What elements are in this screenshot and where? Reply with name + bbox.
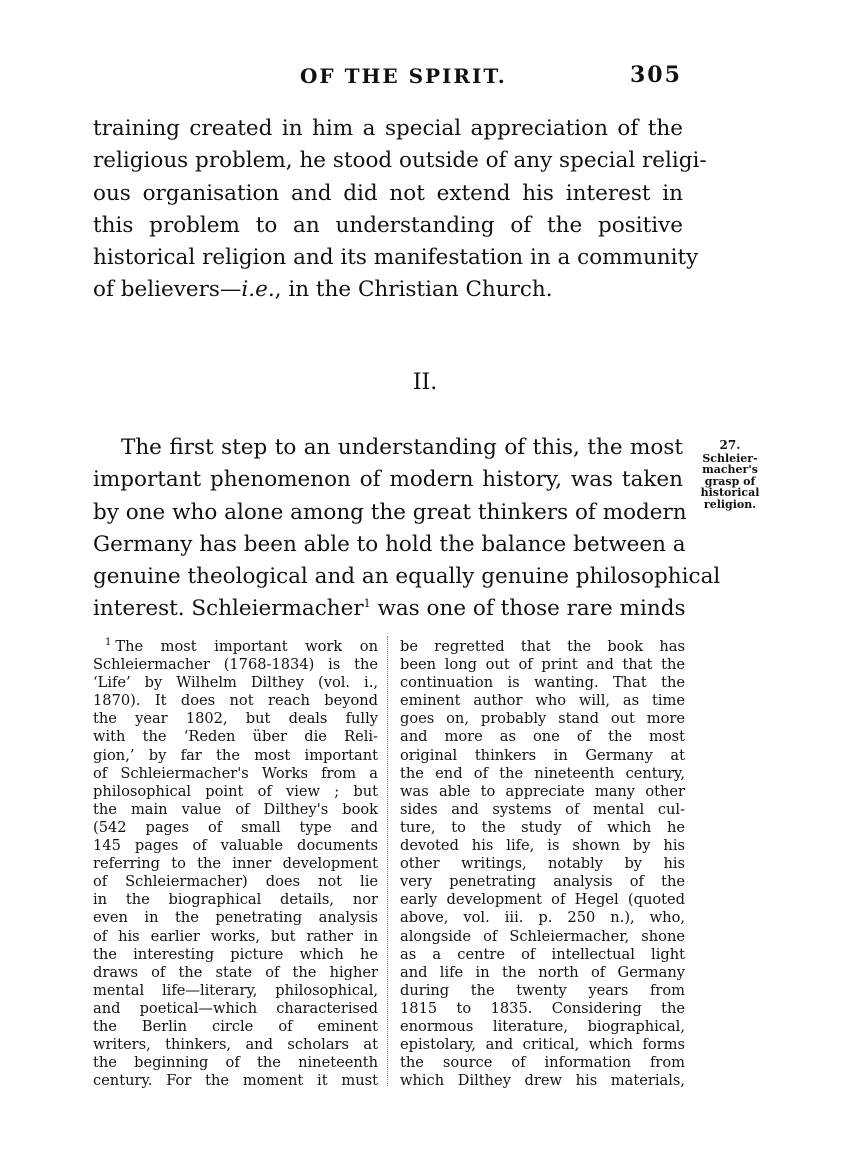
- footnote-line: the main value of Dilthey's book: [93, 800, 378, 818]
- footnote-line: ‘Life’ by Wilhelm Dilthey (vol. i.,: [93, 674, 378, 692]
- running-head: OF THE SPIRIT.: [300, 64, 507, 88]
- footnote-line: was able to appreciate many other: [400, 782, 685, 800]
- text-line: training created in him a special appreciation of the: [93, 116, 683, 141]
- text-fragment: , in the Christian Church.: [274, 277, 553, 303]
- text-line: The first step to an understanding of this, the most: [121, 435, 683, 460]
- footnote-line: sides and systems of mental cul-: [400, 800, 685, 818]
- footnote-line: Schleiermacher (1768-1834) is the: [93, 656, 378, 674]
- footnote-line: the interesting picture which he: [93, 945, 378, 963]
- footnote-line: ture, to the study of which he: [400, 818, 685, 836]
- footnote-column-divider: [387, 636, 388, 1086]
- text-fragment: of believers—: [93, 277, 242, 303]
- section-heading: II.: [412, 370, 438, 395]
- footnote-line: epistolary, and critical, which forms: [400, 1036, 685, 1054]
- footnote-line: enormous literature, biographical,: [400, 1017, 685, 1035]
- footnote-line: original thinkers in Germany at: [400, 746, 685, 764]
- footnote-line: 1815 to 1835. Considering the: [400, 999, 685, 1017]
- marginal-note-line: macher's: [702, 463, 758, 476]
- footnote-line: even in the penetrating analysis: [93, 909, 378, 927]
- text-line: this problem to an understanding of the positive: [93, 212, 683, 238]
- footnote-line: the year 1802, but deals fully: [93, 710, 378, 728]
- marginal-note-number: 27.: [719, 438, 741, 452]
- footnote-line: 145 pages of valuable documents: [93, 837, 378, 855]
- footnote-line: in the biographical details, nor: [93, 891, 378, 909]
- footnote-line: philosophical point of view ; but: [93, 782, 378, 800]
- text-fragment: was one of those rare minds: [370, 596, 686, 622]
- text-fragment: interest. Schleiermacher: [93, 596, 364, 622]
- text-line: historical religion and its manifestation in a community: [93, 245, 699, 271]
- footnote-line: and life in the north of Germany: [400, 963, 685, 981]
- footnote-line: the end of the nineteenth century,: [400, 764, 685, 782]
- footnote-line: century. For the moment it must: [93, 1072, 378, 1090]
- footnote-mark: 1: [105, 637, 112, 649]
- footnote-line: the source of information from: [400, 1054, 685, 1072]
- marginal-note-line: historical: [700, 486, 760, 499]
- footnote-line: the Berlin circle of eminent: [93, 1017, 378, 1035]
- footnote-left-column: [93, 638, 378, 1090]
- footnote-text: The most important work on: [115, 638, 378, 655]
- footnote-line: eminent author who will, as time: [400, 692, 685, 710]
- footnote-line: (542 pages of small type and: [93, 818, 378, 836]
- footnote-line: writers, thinkers, and scholars at: [93, 1036, 378, 1054]
- marginal-note: [690, 440, 770, 510]
- footnote-line: which Dilthey drew his materials,: [400, 1072, 685, 1090]
- text-line: [93, 593, 686, 625]
- footnote-line: of Schleiermacher) does not lie: [93, 873, 378, 891]
- text-line: Germany has been able to hold the balance between a: [93, 531, 686, 557]
- text-line: genuine theological and an equally genuine philosophical: [93, 564, 721, 590]
- italic-abbreviation: i.e.: [241, 277, 275, 303]
- marginal-note-line: Schleier-: [702, 451, 758, 465]
- footnote-line: early development of Hegel (quoted: [400, 891, 685, 909]
- footnote-line: above, vol. iii. p. 250 n.), who,: [400, 909, 685, 927]
- text-line: [93, 274, 683, 306]
- footnote-line: [93, 638, 378, 656]
- footnote-line: and more as one of the most: [400, 728, 685, 746]
- page-header: [0, 62, 850, 92]
- footnote-line: mental life—literary, philosophical,: [93, 981, 378, 999]
- footnote-line: gion,’ by far the most important: [93, 746, 378, 764]
- footnote-line: continuation is wanting. That the: [400, 674, 685, 692]
- footnote-line: and poetical—which characterised: [93, 999, 378, 1017]
- footnote-line: very penetrating analysis of the: [400, 873, 685, 891]
- marginal-note-line: religion.: [703, 497, 757, 511]
- footnote-right-column: [400, 638, 685, 1090]
- text-line: important phenomenon of modern history, was taken: [93, 467, 683, 493]
- text-line: religious problem, he stood outside of any special religi-: [93, 148, 707, 174]
- footnote-line: as a centre of intellectual light: [400, 945, 685, 963]
- footnote-line: referring to the inner development: [93, 855, 378, 873]
- footnote-line: of Schleiermacher's Works from a: [93, 764, 378, 782]
- footnote-line: goes on, probably stand out more: [400, 710, 685, 728]
- footnote-line: during the twenty years from: [400, 981, 685, 999]
- marginal-note-line: grasp of: [704, 474, 756, 488]
- footnote-line: of his earlier works, but rather in: [93, 927, 378, 945]
- footnote-line: alongside of Schleiermacher, shone: [400, 927, 685, 945]
- footnote-line: devoted his life, is shown by his: [400, 837, 685, 855]
- footnote-line: draws of the state of the higher: [93, 963, 378, 981]
- page-number: 305: [630, 62, 682, 88]
- footnote-line: 1870). It does not reach beyond: [93, 692, 378, 710]
- footnote-line: with the ‘Reden über die Reli-: [93, 728, 378, 746]
- footnote-reference[interactable]: 1: [363, 597, 371, 611]
- text-line: ous organisation and did not extend his interest in: [93, 180, 683, 206]
- text-line: by one who alone among the great thinkers of modern: [93, 499, 687, 525]
- paragraph-section-ii: [93, 432, 721, 626]
- footnote-line: other writings, notably by his: [400, 855, 685, 873]
- footnote-line: been long out of print and that the: [400, 656, 685, 674]
- footnote-line: be regretted that the book has: [400, 638, 685, 655]
- footnote-line: the beginning of the nineteenth: [93, 1054, 378, 1072]
- paragraph-continuation: [93, 113, 707, 307]
